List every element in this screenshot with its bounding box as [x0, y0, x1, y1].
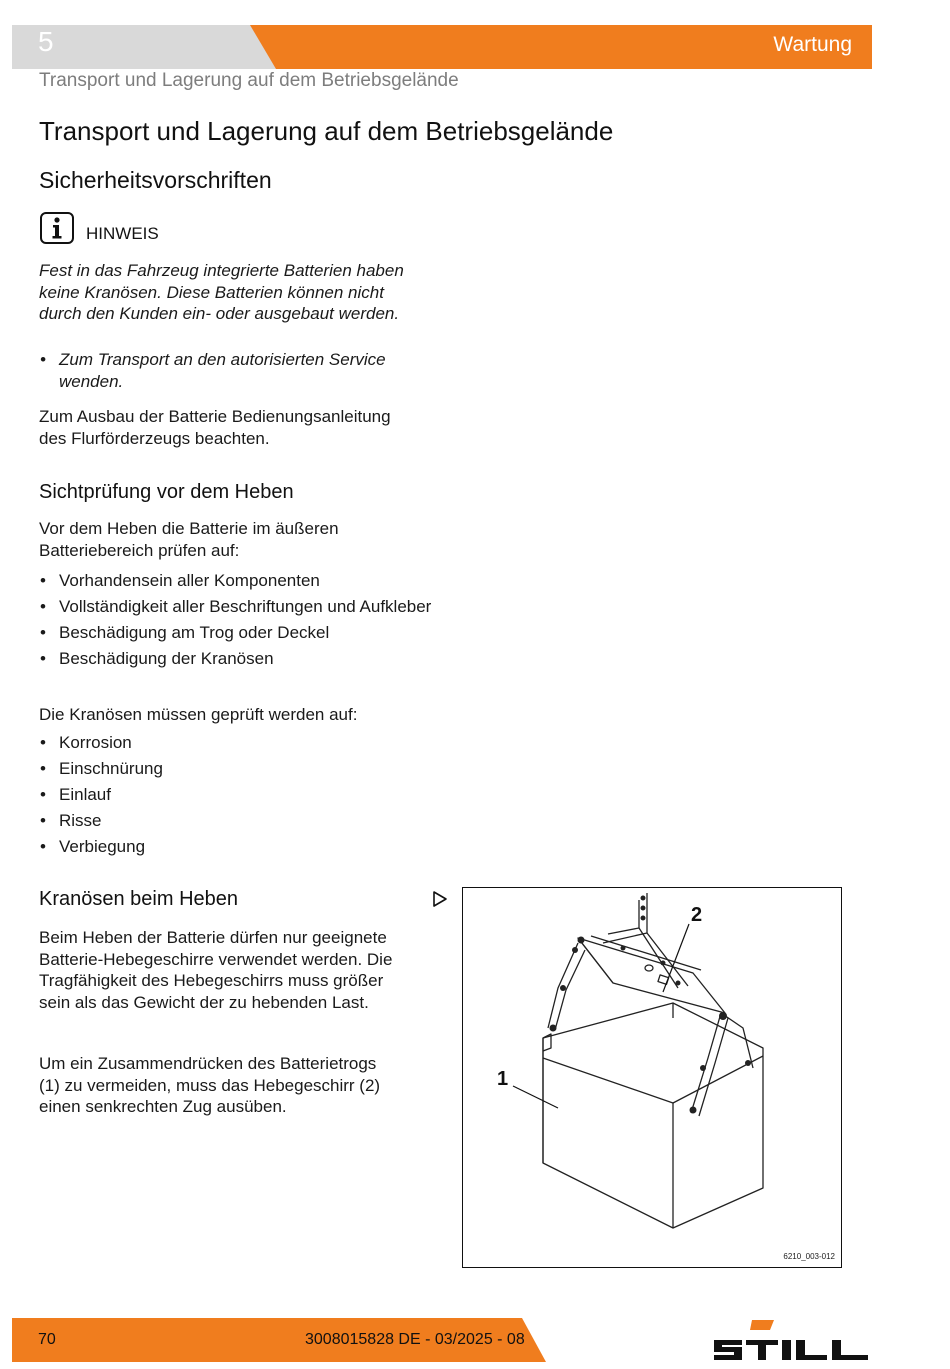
figure-code: 6210_003-012 [783, 1252, 835, 1261]
list-item: • Einlauf [39, 784, 434, 806]
lifting-text-2: Um ein Zusammendrücken des Batterietrogs (1) zu vermeiden, muss das Hebegeschirr (2) einen senkrechten Zug ausüben. [39, 1054, 381, 1116]
list-item: • Risse [39, 810, 434, 832]
document-reference: 3008015828 DE - 03/2025 - 08 [305, 1331, 525, 1348]
eyes-intro: Die Kranösen müssen geprüft werden auf: [39, 705, 358, 724]
battery-illustration [463, 888, 843, 1269]
triangle-right-icon [432, 890, 448, 913]
page-title: Transport und Lagerung auf dem Betriebsgelände [39, 116, 614, 146]
list-item: • Vorhandensein aller Komponenten [39, 570, 434, 592]
list-item: • Verbiegung [39, 836, 434, 858]
page-number: 70 [38, 1331, 56, 1348]
list-item: • Zum Transport an den autorisierten Service wenden. [39, 349, 424, 392]
list-item: • Korrosion [39, 732, 434, 754]
intro-text: Zum Ausbau der Batterie Bedienungsanleitung des Flurförderzeugs beachten. [39, 407, 391, 448]
lifting-text-1: Beim Heben der Batterie dürfen nur geeignete Batterie-Hebegeschirre verwendet werden. Die Tragfähigkeit des Hebegeschirrs muss größer sein als das Gewicht der zu hebenden Last. [39, 928, 393, 1012]
heading-inspection: Sichtprüfung vor dem Heben [39, 481, 294, 503]
info-icon [40, 212, 74, 244]
inspection-list [39, 570, 434, 674]
list-item: • Beschädigung am Trog oder Deckel [39, 622, 434, 644]
list-item: • Einschnürung [39, 758, 434, 780]
callout-2: 2 [691, 904, 703, 926]
hint-text: Fest in das Fahrzeug integrierte Batterien haben keine Kranösen. Diese Batterien können nicht durch den Kunden ein- oder ausgebaut werden. [39, 261, 404, 323]
hint-label: HINWEIS [86, 224, 159, 243]
callout-1: 1 [497, 1068, 509, 1090]
still-logo [712, 1318, 872, 1369]
section-title: Sicherheitsvorschriften [39, 167, 272, 193]
chapter-number: 5 [38, 26, 54, 57]
eyes-list [39, 732, 434, 862]
hint-list [39, 349, 424, 397]
running-head: Transport und Lagerung auf dem Betriebsgelände [39, 70, 459, 91]
list-item: • Beschädigung der Kranösen [39, 648, 434, 670]
battery-lifting-figure [462, 887, 842, 1268]
heading-lifting: Kranösen beim Heben [39, 888, 239, 910]
inspection-intro: Vor dem Heben die Batterie im äußeren Batteriebereich prüfen auf: [39, 519, 339, 560]
list-item: • Vollständigkeit aller Beschriftungen und Aufkleber [39, 596, 434, 618]
chapter-title: Wartung [773, 33, 852, 56]
